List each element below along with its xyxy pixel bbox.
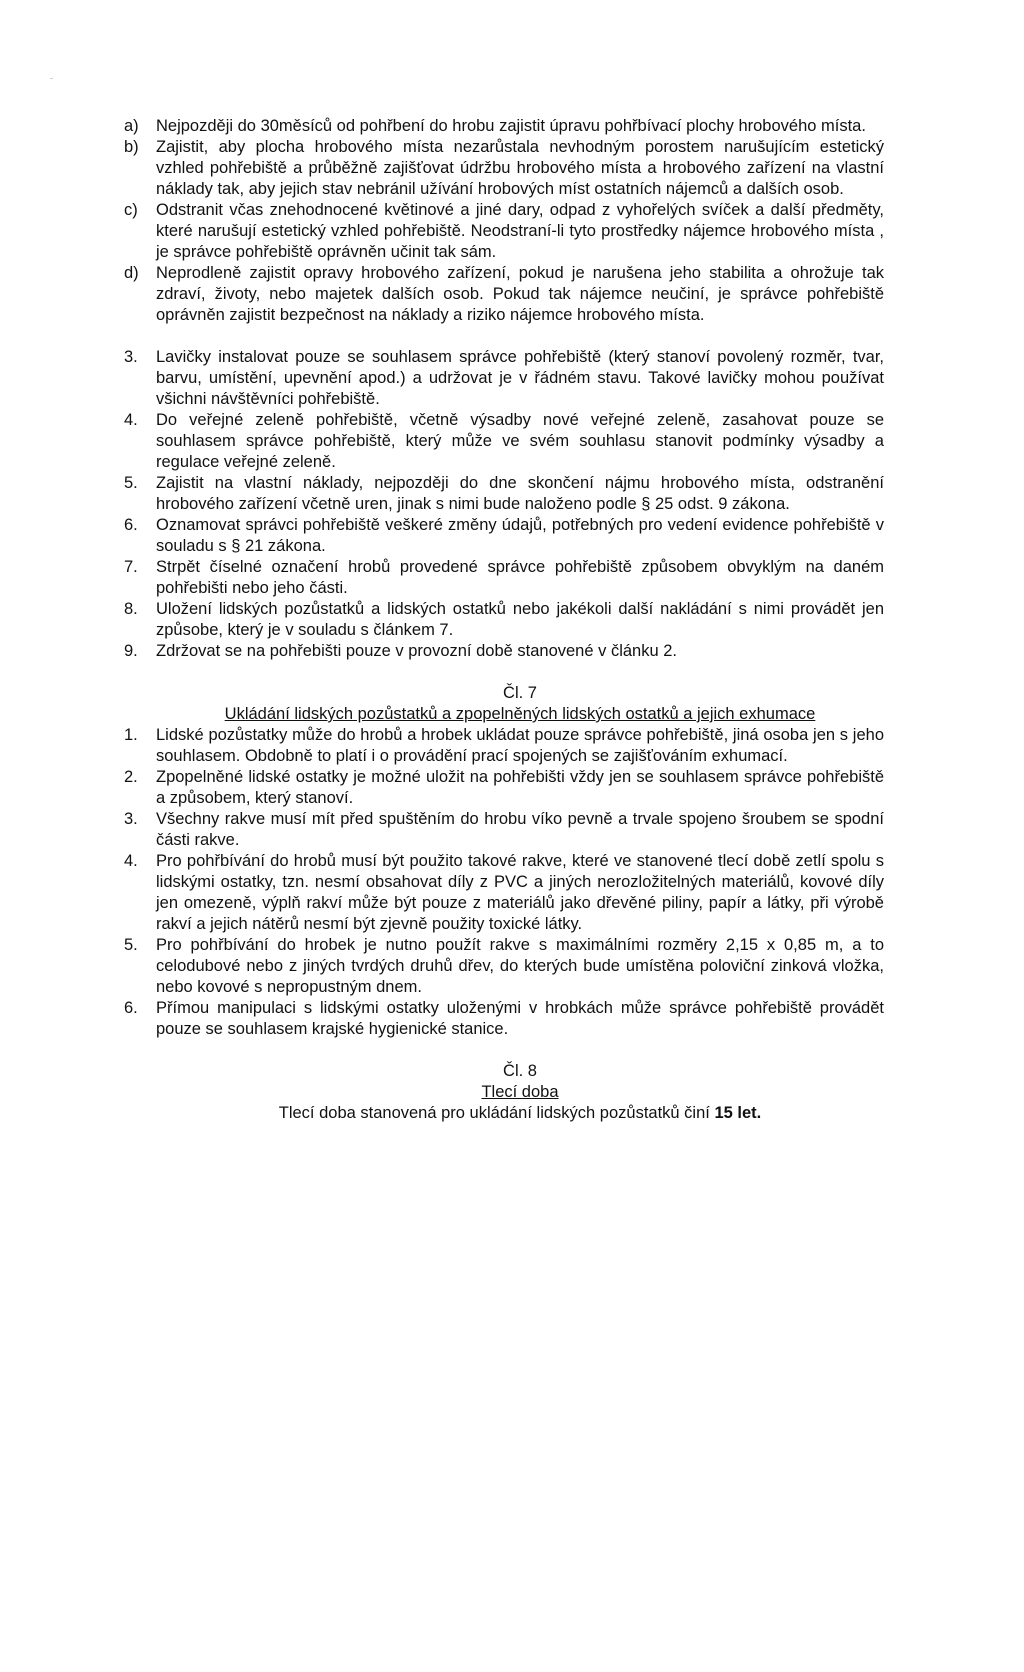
- item-marker: a): [124, 117, 139, 135]
- list-item: [124, 935, 884, 998]
- item-text: Strpět číselné označení hrobů provedené správce pohřebiště způsobem obvyklým na daném pohřebišti nebo jeho části.: [156, 558, 884, 597]
- item-marker: c): [124, 201, 138, 219]
- article-title: Tlecí doba: [481, 1083, 559, 1101]
- document-body: [124, 116, 884, 1124]
- list-item: [124, 599, 884, 641]
- decay-period-statement: [124, 1103, 884, 1124]
- lettered-list: [124, 116, 884, 326]
- scan-speck: [50, 78, 53, 79]
- item-marker: 4.: [124, 852, 138, 870]
- list-item: [124, 200, 884, 263]
- spacer: [124, 326, 884, 347]
- article-title: Ukládání lidských pozůstatků a zpopelněných lidských ostatků a jejich exhumace: [224, 705, 816, 723]
- item-text: Všechny rakve musí mít před spuštěním do hrobu víko pevně a trvale spojeno šroubem se spodní části rakve.: [156, 810, 884, 849]
- item-text: Zdržovat se na pohřebišti pouze v provozní době stanovené v článku 2.: [156, 642, 677, 660]
- list-item: [124, 116, 884, 137]
- item-marker: 9.: [124, 642, 138, 660]
- list-item: [124, 137, 884, 200]
- article-number: Čl. 7: [503, 684, 537, 702]
- list-item: [124, 410, 884, 473]
- article-number: Čl. 8: [503, 1062, 537, 1080]
- list-item: [124, 515, 884, 557]
- list-item: [124, 767, 884, 809]
- list-item: [124, 263, 884, 326]
- item-marker: 5.: [124, 474, 138, 492]
- list-item: [124, 557, 884, 599]
- article-7: [124, 683, 884, 1040]
- list-item: [124, 641, 884, 662]
- item-text: Uložení lidských pozůstatků a lidských ostatků nebo jakékoli další nakládání s nimi provádět jen způsobe, který je v souladu s článkem 7.: [156, 600, 884, 639]
- list-item: [124, 347, 884, 410]
- statement-period: 15 let.: [714, 1104, 762, 1122]
- article-8: [124, 1061, 884, 1124]
- item-marker: 6.: [124, 516, 138, 534]
- list-item: [124, 473, 884, 515]
- item-text: Zajistit, aby plocha hrobového místa nezarůstala nevhodným porostem narušujícím estetický vzhled pohřebiště a průběžně zajišťovat údržbu hrobového místa a hrobového zařízení na vlastní náklady tak, aby jejich stav nebránil užívání hrobových míst ostatních nájemců a dalších osob.: [156, 138, 884, 198]
- item-text: Oznamovat správci pohřebiště veškeré změny údajů, potřebných pro vedení evidence pohřebiště v souladu s § 21 zákona.: [156, 516, 884, 555]
- list-item: [124, 998, 884, 1040]
- item-marker: 3.: [124, 810, 138, 828]
- item-marker: 8.: [124, 600, 138, 618]
- item-text: Přímou manipulaci s lidskými ostatky uloženými v hrobkách může správce pohřebiště provádět pouze se souhlasem krajské hygienické stanice.: [156, 999, 884, 1038]
- item-marker: 7.: [124, 558, 138, 576]
- item-text: Do veřejné zeleně pohřebiště, včetně výsadby nové veřejné zeleně, zasahovat pouze se souhlasem správce pohřebiště, který může ve svém souhlasu stanovit podmínky výsadby a regulace veřejné zeleně.: [156, 411, 884, 471]
- item-text: Zpopelněné lidské ostatky je možné uložit na pohřebišti vždy jen se souhlasem správce pohřebiště a způsobem, který stanoví.: [156, 768, 884, 807]
- item-text: Lidské pozůstatky může do hrobů a hrobek ukládat pouze správce pohřebiště, jiná osoba jen s jeho souhlasem. Obdobně to platí i o provádění prací spojených se zajišťováním exhumací.: [156, 726, 884, 765]
- list-item: [124, 851, 884, 935]
- item-marker: 3.: [124, 348, 138, 366]
- item-text: Pro pohřbívání do hrobů musí být použito takové rakve, které ve stanovené tlecí době zetlí spolu s lidskými ostatky, tzn. nesmí obsahovat díly z PVC a jiných nerozložitelných materiálů, kovové díly jen omezeně, výplň rakví může být pouze z materiálů jako dřevěné piliny, papír a látky, při výrobě rakví a jejich nátěrů nesmí být zjevně použity toxické látky.: [156, 852, 884, 933]
- item-text: Neprodleně zajistit opravy hrobového zařízení, pokud je narušena jeho stabilita a ohrožuje tak zdraví, životy, nebo majetek dalších osob. Pokud tak nájemce neučiní, je správce pohřebiště oprávněn zajistit bezpečnost na náklady a riziko nájemce hrobového místa.: [156, 264, 884, 324]
- list-item: [124, 809, 884, 851]
- item-marker: b): [124, 138, 139, 156]
- item-marker: 1.: [124, 726, 138, 744]
- statement-text: Tlecí doba stanovená pro ukládání lidských pozůstatků činí: [278, 1104, 715, 1122]
- item-marker: 2.: [124, 768, 138, 786]
- numbered-list: [124, 347, 884, 662]
- item-marker: 6.: [124, 999, 138, 1017]
- item-text: Zajistit na vlastní náklady, nejpozději do dne skončení nájmu hrobového místa, odstranění hrobového zařízení včetně uren, jinak s nimi bude naloženo podle § 25 odst. 9 zákona.: [156, 474, 884, 513]
- item-marker: 4.: [124, 411, 138, 429]
- item-text: Odstranit včas znehodnocené květinové a jiné dary, odpad z vyhořelých svíček a další předměty, které narušují estetický vzhled pohřebiště. Neodstraní-li tyto prostředky nájemce hrobového místa , je správce pohřebiště oprávněn učinit tak sám.: [156, 201, 884, 261]
- spacer: [124, 1040, 884, 1061]
- item-text: Pro pohřbívání do hrobek je nutno použít rakve s maximálními rozměry 2,15 x 0,85 m, a to celodubové nebo z jiných tvrdých druhů dřev, do kterých bude umístěna poloviční zinková vložka, nebo kovové s nepropustným dnem.: [156, 936, 884, 996]
- spacer: [124, 662, 884, 683]
- item-text: Lavičky instalovat pouze se souhlasem správce pohřebiště (který stanoví povolený rozměr, tvar, barvu, umístění, upevnění apod.) a udržovat je v řádném stavu. Takové lavičky mohou používat všichni návštěvníci pohřebiště.: [156, 348, 884, 408]
- list-item: [124, 725, 884, 767]
- item-marker: d): [124, 264, 139, 282]
- item-marker: 5.: [124, 936, 138, 954]
- item-text: Nejpozději do 30měsíců od pohřbení do hrobu zajistit úpravu pohřbívací plochy hrobového místa.: [156, 117, 866, 135]
